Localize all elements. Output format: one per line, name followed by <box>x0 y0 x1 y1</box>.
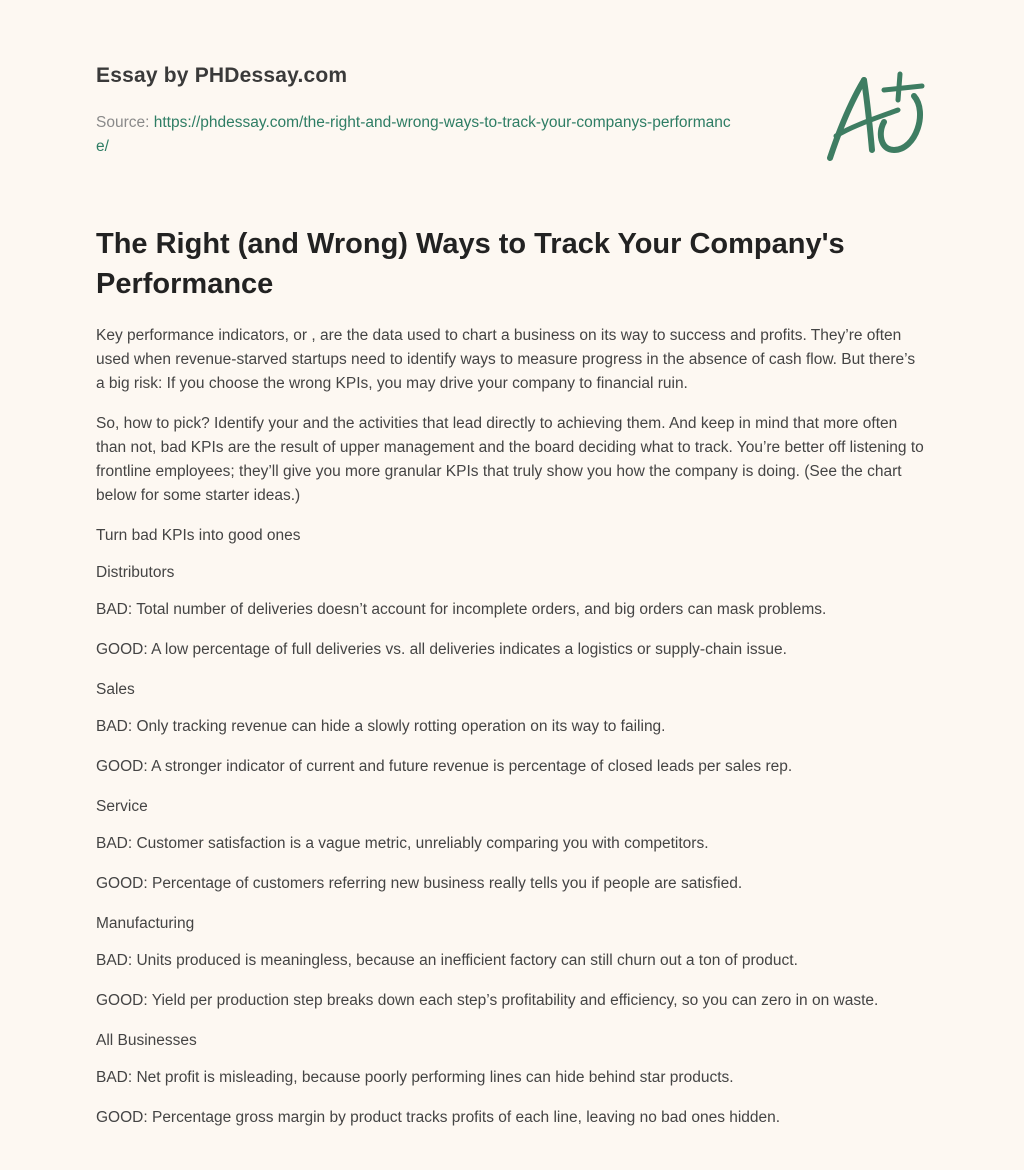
category-all-businesses: All Businesses <box>96 1032 197 1049</box>
kpi-good-manufacturing: GOOD: Yield per production step breaks down each step’s profitability and efficiency, so you can zero in on waste. <box>96 992 879 1009</box>
kpi-good-distributors: GOOD: A low percentage of full deliveries vs. all deliveries indicates a logistics or supply-chain issue. <box>96 641 787 658</box>
kpi-bad-service: BAD: Customer satisfaction is a vague metric, unreliably comparing you with competitors. <box>96 835 709 852</box>
paragraph-how-to-pick: So, how to pick? Identify your and the activities that lead directly to achieving them. And keep in mind that more often than not, bad KPIs are the result of upper management and the board deciding what to track. You’re better off listening to frontline employees; they’ll give you more granular KPIs that truly show you how the company is doing. (See the chart below for some starter ideas.) <box>96 415 924 504</box>
category-service: Service <box>96 798 148 815</box>
source-link[interactable]: https://phdessay.com/the-right-and-wrong-ways-to-track-your-companys-performance/ <box>96 114 731 155</box>
source-label: Source: <box>96 114 150 131</box>
kpi-bad-all-businesses: BAD: Net profit is misleading, because poorly performing lines can hide behind star products. <box>96 1069 734 1086</box>
article-title: The Right (and Wrong) Ways to Track Your Company's Performance <box>96 228 845 300</box>
section-heading: Turn bad KPIs into good ones <box>96 527 301 544</box>
kpi-bad-distributors: BAD: Total number of deliveries doesn’t account for incomplete orders, and big orders can mask problems. <box>96 601 827 618</box>
kpi-bad-manufacturing: BAD: Units produced is meaningless, because an inefficient factory can still churn out a ton of product. <box>96 952 798 969</box>
source-line <box>96 111 736 159</box>
article-body <box>96 324 928 1146</box>
kpi-good-sales: GOOD: A stronger indicator of current and future revenue is percentage of closed leads per sales rep. <box>96 758 793 775</box>
category-sales: Sales <box>96 681 135 698</box>
kpi-good-all-businesses: GOOD: Percentage gross margin by product tracks profits of each line, leaving no bad ones hidden. <box>96 1109 781 1126</box>
a-plus-logo-icon <box>818 66 930 166</box>
paragraph-intro: Key performance indicators, or , are the data used to chart a business on its way to success and profits. They’re often used when revenue-starved startups need to identify ways to measure progress in the absence of cash flow. But there’s a big risk: If you choose the wrong KPIs, you may drive your company to financial ruin. <box>96 327 916 392</box>
category-manufacturing: Manufacturing <box>96 915 195 932</box>
category-distributors: Distributors <box>96 564 175 581</box>
kpi-good-service: GOOD: Percentage of customers referring new business really tells you if people are satisfied. <box>96 875 743 892</box>
kpi-bad-sales: BAD: Only tracking revenue can hide a slowly rotting operation on its way to failing. <box>96 718 666 735</box>
site-brand: Essay by PHDessay.com <box>96 64 348 87</box>
